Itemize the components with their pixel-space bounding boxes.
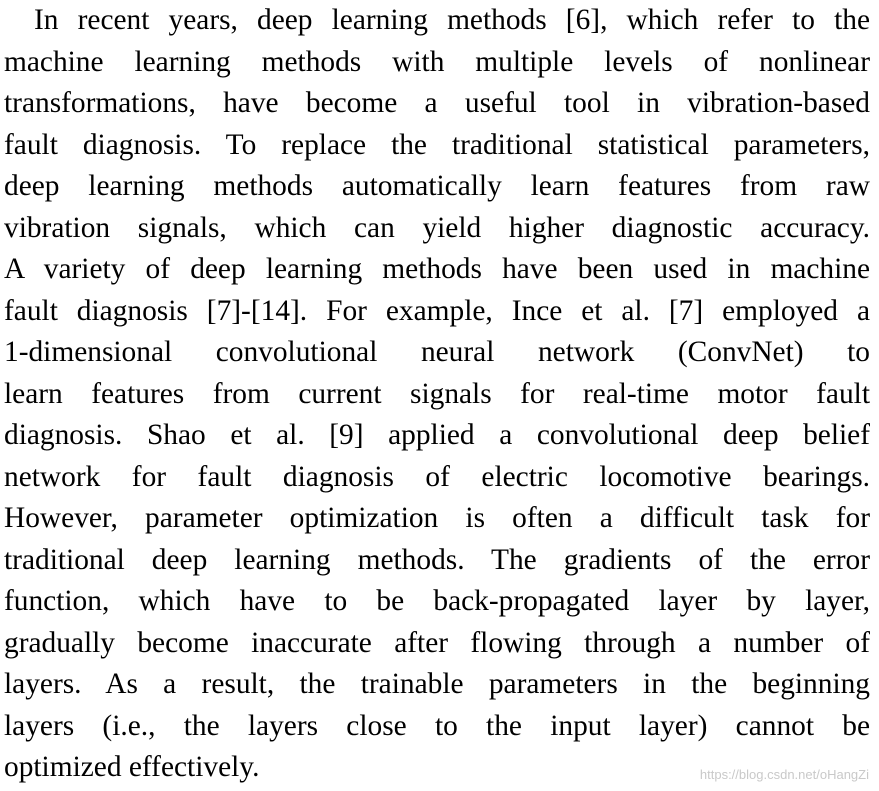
text-line: However, parameter optimization is often a difficult task for <box>4 502 870 534</box>
text-line: deep learning methods automatically learn features from raw <box>4 170 870 202</box>
text-line: fault diagnosis. To replace the traditional statistical parameters, <box>4 128 870 161</box>
text-line: learn features from current signals for real-time motor fault <box>4 377 870 410</box>
text-line: optimized effectively. <box>4 751 260 783</box>
text-line: fault diagnosis [7]-[14]. For example, Ince et al. [7] employed a <box>4 294 870 327</box>
text-line: network for fault diagnosis of electric locomotive bearings. <box>4 460 870 493</box>
text-line: layers (i.e., the layers close to the input layer) cannot be <box>4 709 870 742</box>
text-line: machine learning methods with multiple levels of nonlinear <box>4 45 870 78</box>
text-line: A variety of deep learning methods have been used in machine <box>4 253 870 285</box>
text-line: gradually become inaccurate after flowing through a number of <box>4 626 870 659</box>
text-line: layers. As a result, the trainable parameters in the beginning <box>4 668 870 700</box>
text-line: vibration signals, which can yield higher diagnostic accuracy. <box>4 211 870 244</box>
text-line: In recent years, deep learning methods [6], which refer to the <box>34 4 870 36</box>
text-line: 1-dimensional convolutional neural network (ConvNet) to <box>4 336 870 368</box>
text-line: diagnosis. Shao et al. [9] applied a convolutional deep belief <box>4 419 870 451</box>
text-line: transformations, have become a useful tool in vibration-based <box>4 87 870 119</box>
text-line: traditional deep learning methods. The gradients of the error <box>4 543 870 576</box>
text-line: function, which have to be back-propagated layer by layer, <box>4 585 870 617</box>
watermark: https://blog.csdn.net/oHangZi <box>699 767 869 782</box>
